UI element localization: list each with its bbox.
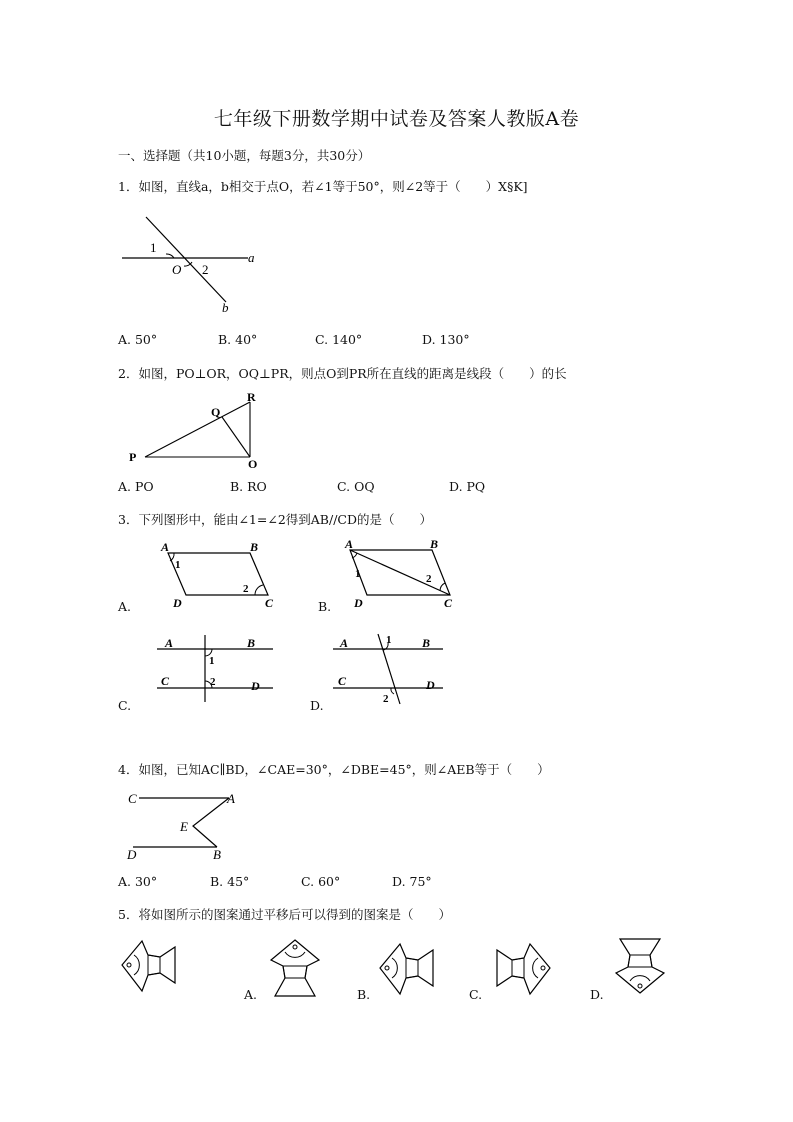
q3d-label-a: A [340,636,349,650]
q2-label-r: R [247,390,256,404]
q4-figure [125,786,250,864]
q3b-label-2: 2 [426,573,432,585]
q1-option-d: D. 130° [422,332,470,347]
q4-option-d: D. 75° [392,874,432,889]
q3-figure-a [155,537,285,613]
q3d-label-b: B [422,636,431,650]
q3-stem: 3．下列图形中，能由∠1=∠2得到AB//CD的是（ ） [118,512,433,527]
q3c-label-b: B [247,636,256,650]
section-heading: 一、选择题（共10小题，每题3分，共30分） [118,148,371,163]
q3d-label-d: D [426,678,435,692]
q2-option-d: D. PQ [449,479,486,494]
q2-option-c: C. OQ [337,479,375,494]
q4-option-a: A. 30° [118,874,158,889]
q4-label-d: D [127,847,137,862]
q3c-label-c: C [161,674,170,688]
q4-label-c: C [128,791,137,806]
q5-label-a: A. [244,987,258,1002]
q2-option-a: A. PO [118,479,154,494]
q1-label-2: 2 [202,262,209,277]
q3a-label-b: B [250,540,259,554]
page-title: 七年级下册数学期中试卷及答案人教版A卷 [213,108,580,130]
q5-stem: 5．将如图所示的图案通过平移后可以得到的图案是（ ） [118,907,451,922]
q1-option-c: C. 140° [315,332,363,347]
q5-option-c-pattern [492,938,554,1000]
q4-label-e: E [180,819,188,834]
q3-figure-b [340,535,470,611]
q1-label-b: b [222,300,229,315]
q4-option-c: C. 60° [301,874,341,889]
q3b-label-1: 1 [355,568,361,580]
q3-label-a: A. [118,599,132,614]
q5-option-a-pattern [265,938,327,1000]
q3b-label-b: B [430,537,439,551]
q4-label-a: A [227,791,235,806]
q3a-label-c: C [265,596,274,610]
q2-option-b: B. RO [230,479,267,494]
q3c-label-1: 1 [209,655,215,667]
q3-label-b: B. [318,599,332,614]
q3c-label-a: A [165,636,174,650]
q1-label-1: 1 [150,240,157,255]
q5-label-d: D. [590,987,604,1002]
q3d-label-1: 1 [386,634,392,646]
q1-stem: 1．如图，直线a，b相交于点O，若∠1等于50°，则∠2等于（ ）X§K] [118,179,528,194]
q5-label-b: B. [357,987,371,1002]
q3c-label-2: 2 [210,676,216,688]
q3-label-d: D. [310,698,324,713]
q3a-label-d: D [173,596,182,610]
q2-label-o: O [248,457,258,471]
q2-label-p: P [129,450,137,464]
q5-label-c: C. [469,987,483,1002]
q2-figure [125,390,275,470]
q3a-label-a: A [161,540,170,554]
q3d-label-c: C [338,674,347,688]
q3-figure-d [330,630,460,706]
q1-figure [118,212,268,317]
q1-label-a: a [248,250,255,265]
q1-label-o: O [172,262,182,277]
q3b-label-c: C [444,596,453,610]
q4-label-b: B [213,847,221,862]
q1-option-b: B. 40° [218,332,258,347]
q4-option-b: B. 45° [210,874,250,889]
q3a-label-2: 2 [243,583,249,595]
q1-option-a: A. 50° [118,332,158,347]
q3-figure-c [155,632,285,704]
q2-label-q: Q [211,405,221,419]
q5-option-b-pattern [378,938,440,1000]
q3d-label-2: 2 [383,693,389,705]
q5-original-pattern [120,935,182,997]
q3c-label-d: D [251,679,260,693]
q3b-label-d: D [354,596,363,610]
q2-stem: 2．如图，PO⊥OR，OQ⊥PR，则点O到PR所在直线的距离是线段（ ）的长 [118,366,567,381]
q4-stem: 4．如图，已知AC∥BD，∠CAE=30°，∠DBE=45°，则∠AEB等于（ ） [118,762,550,777]
q5-option-d-pattern [610,935,672,997]
q3a-label-1: 1 [175,559,181,571]
q3-label-c: C. [118,698,132,713]
q3b-label-a: A [345,537,354,551]
